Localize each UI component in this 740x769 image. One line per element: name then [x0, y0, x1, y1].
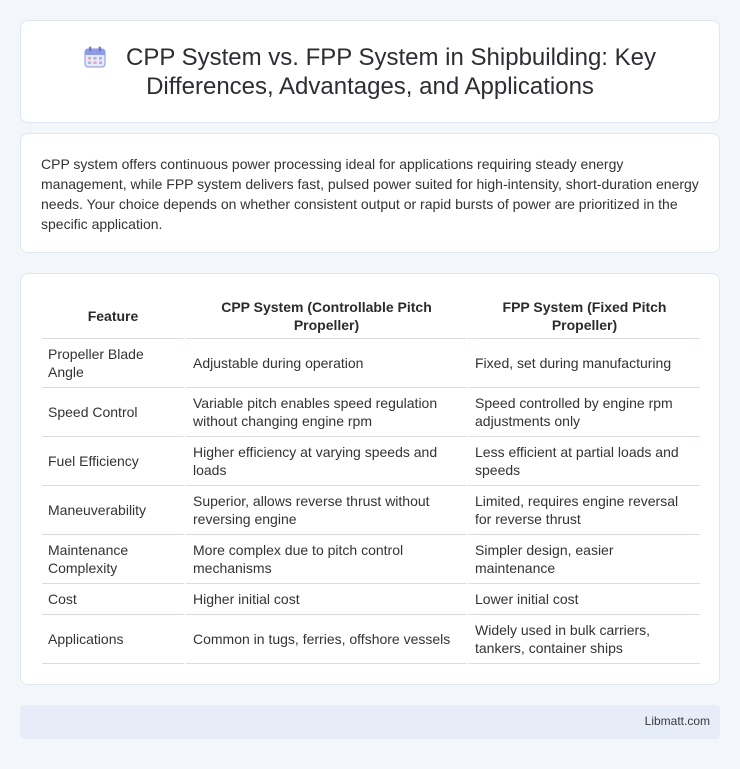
calendar-icon	[84, 46, 106, 68]
title-line-2: Differences, Advantages, and Applications	[146, 73, 594, 100]
feature-cell: Speed Control	[42, 388, 184, 437]
page-title	[21, 43, 719, 101]
table-header-row	[42, 294, 700, 339]
table-row	[42, 615, 700, 664]
footer-site-link[interactable]: Libmatt.com	[644, 714, 710, 728]
cpp-cell: Adjustable during operation	[184, 339, 466, 388]
cpp-cell: More complex due to pitch control mechanisms	[184, 535, 466, 584]
cpp-cell: Higher efficiency at varying speeds and loads	[184, 437, 466, 486]
feature-cell: Propeller Blade Angle	[42, 339, 184, 388]
comparison-table	[42, 294, 700, 664]
feature-cell: Cost	[42, 584, 184, 615]
feature-cell: Applications	[42, 615, 184, 664]
table-row	[42, 535, 700, 584]
table-row	[42, 388, 700, 437]
fpp-cell: Speed controlled by engine rpm adjustments only	[466, 388, 700, 437]
fpp-cell: Widely used in bulk carriers, tankers, container ships	[466, 615, 700, 664]
header-fpp: FPP System (Fixed Pitch Propeller)	[466, 294, 700, 339]
table-row	[42, 486, 700, 535]
feature-cell: Maneuverability	[42, 486, 184, 535]
header-feature: Feature	[42, 294, 184, 339]
cpp-cell: Higher initial cost	[184, 584, 466, 615]
fpp-cell: Less efficient at partial loads and speeds	[466, 437, 700, 486]
table-row	[42, 437, 700, 486]
cpp-cell: Common in tugs, ferries, offshore vessels	[184, 615, 466, 664]
fpp-cell: Simpler design, easier maintenance	[466, 535, 700, 584]
table-row	[42, 339, 700, 388]
title-card	[20, 20, 720, 123]
header-cpp: CPP System (Controllable Pitch Propeller)	[184, 294, 466, 339]
feature-cell: Fuel Efficiency	[42, 437, 184, 486]
summary-text: CPP system offers continuous power processing ideal for applications requiring steady energy management, while FPP system delivers fast, pulsed power suited for high-intensity, short-duration energy needs. Your choice depends on whether consistent output or rapid bursts of power are prioritized in the specific application.	[41, 156, 699, 232]
cpp-cell: Superior, allows reverse thrust without reversing engine	[184, 486, 466, 535]
comparison-table-card	[20, 273, 720, 685]
feature-cell: Maintenance Complexity	[42, 535, 184, 584]
fpp-cell: Lower initial cost	[466, 584, 700, 615]
footer-bar	[20, 705, 720, 739]
summary-card	[20, 133, 720, 253]
cpp-cell: Variable pitch enables speed regulation without changing engine rpm	[184, 388, 466, 437]
fpp-cell: Fixed, set during manufacturing	[466, 339, 700, 388]
table-row	[42, 584, 700, 615]
title-line-1: CPP System vs. FPP System in Shipbuilding: Key	[125, 44, 656, 71]
fpp-cell: Limited, requires engine reversal for reverse thrust	[466, 486, 700, 535]
